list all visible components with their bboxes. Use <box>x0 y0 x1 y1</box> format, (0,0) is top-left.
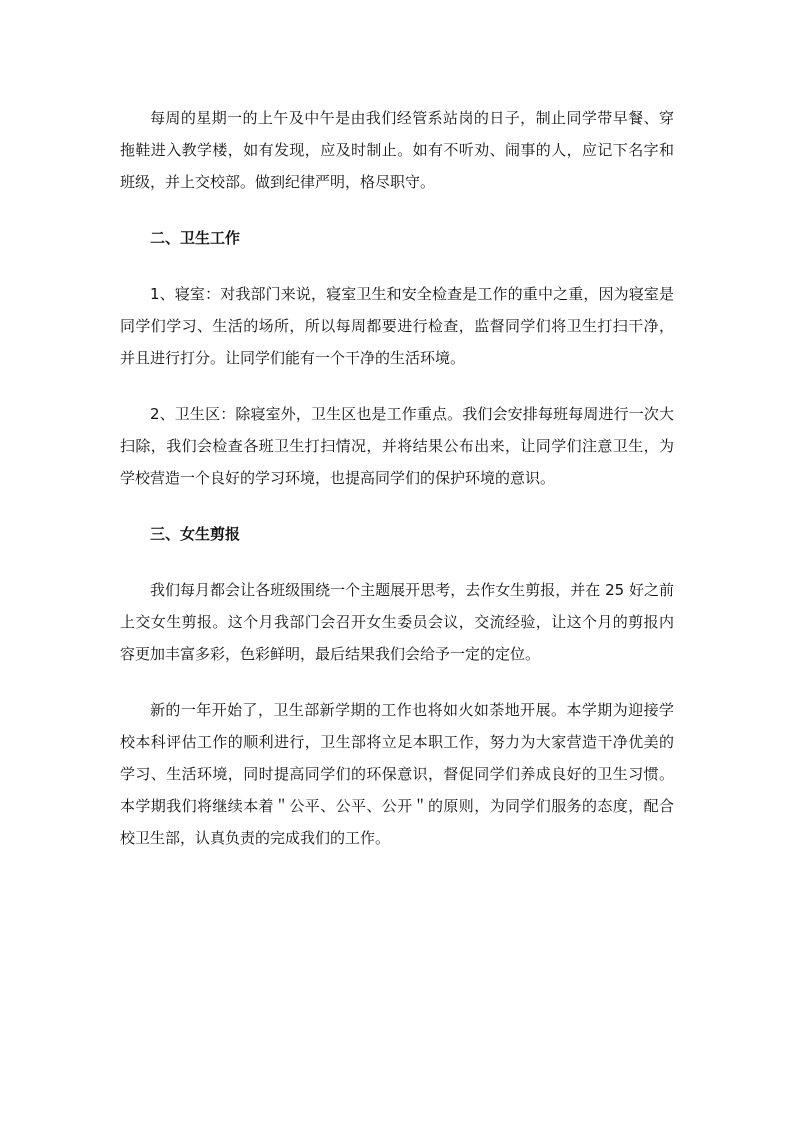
paragraph-clippings: 我们每月都会让各班级围绕一个主题展开思考，去作女生剪报，并在 25 好之前上交女生剪报。这个月我部门会召开女生委员会议，交流经验，让这个月的剪报内容更加丰富多彩，色彩鲜明，最后结果我们会给予一定的定位。 <box>120 581 674 663</box>
paragraph-new-semester: 新的一年开始了，卫生部新学期的工作也将如火如荼地开展。本学期为迎接学校本科评估工作的顺利进行，卫生部将立足本职工作，努力为大家营造干净优美的学习、生活环境，同时提高同学们的环保意识，督促同学们养成良好的卫生习惯。本学期我们将继续本着＂公平、公平、公开＂的原则，为同学们服务的态度，配合校卫生部，认真负责的完成我们的工作。 <box>120 701 674 847</box>
paragraph-duty-station: 每周的星期一的上午及中午是由我们经管系站岗的日子，制止同学带早餐、穿拖鞋进入教学楼，如有发现，应及时制止。如有不听劝、闹事的人，应记下名字和班级，并上交校部。做到纪律严明，格尽职守。 <box>120 109 674 191</box>
spacer <box>120 550 674 574</box>
paragraph-dormitory: 1、寝室：对我部门来说，寝室卫生和安全检查是工作的重中之重，因为寝室是同学们学习、生活的场所，所以每周都要进行检查，监督同学们将卫生打扫干净，并且进行打分。让同学们能有一个干净的生活环境。 <box>120 285 674 367</box>
spacer <box>120 374 674 398</box>
document-body <box>120 102 674 854</box>
heading-girls-clippings: 三、女生剪报 <box>150 525 241 543</box>
heading-hygiene-work: 二、卫生工作 <box>150 229 241 247</box>
spacer <box>120 198 674 222</box>
spacer <box>120 494 674 518</box>
spacer <box>120 670 674 694</box>
paragraph-hygiene-area: 2、卫生区：除寝室外，卫生区也是工作重点。我们会安排每班每周进行一次大扫除，我们会检查各班卫生打扫情况，并将结果公布出来，让同学们注意卫生，为学校营造一个良好的学习环境，也提高同学们的保护环境的意识。 <box>120 405 674 487</box>
spacer <box>120 254 674 278</box>
